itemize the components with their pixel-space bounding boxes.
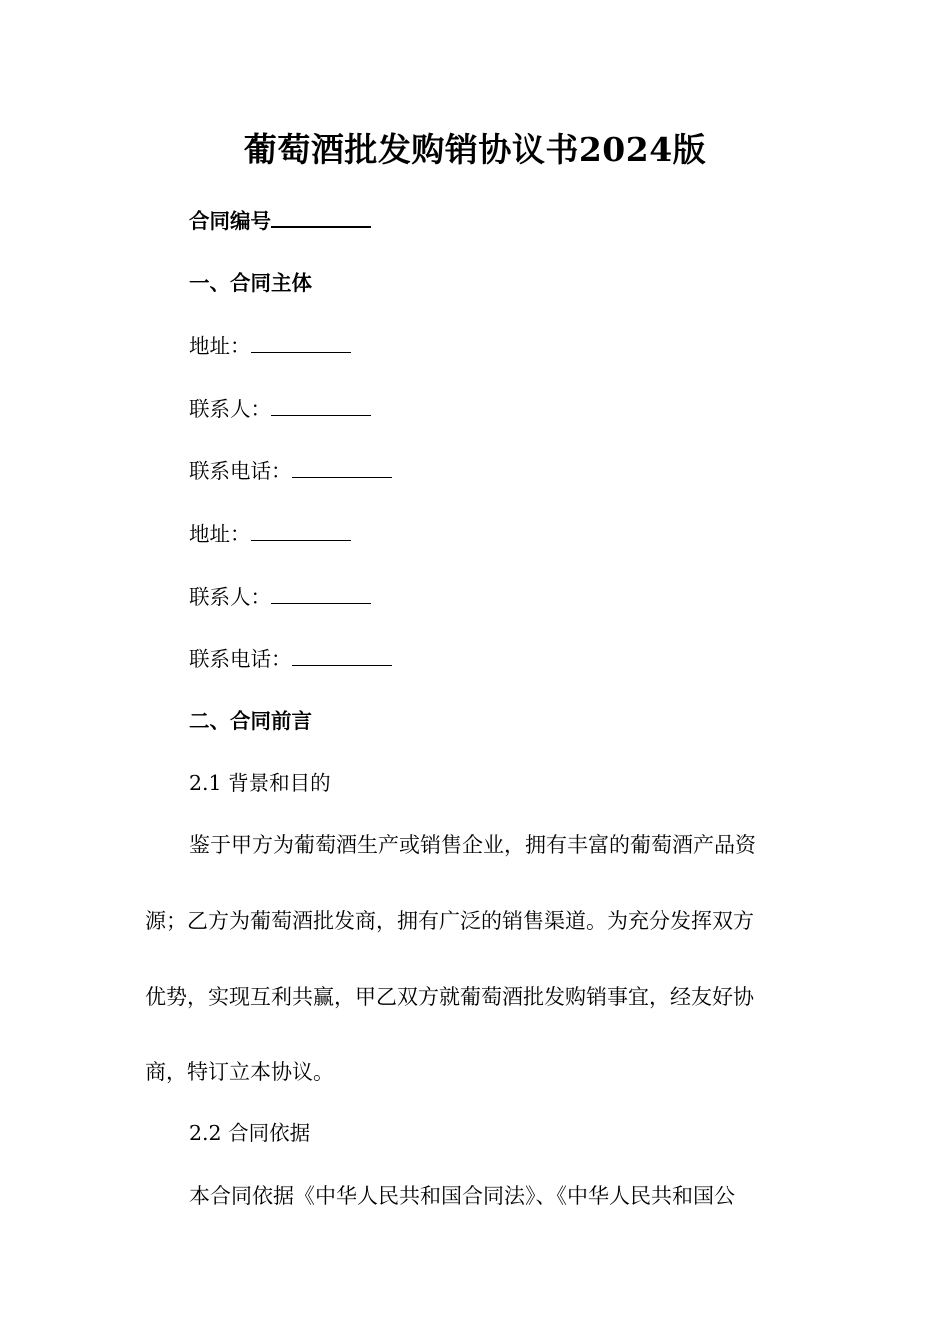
address-label: 地址：: [189, 334, 251, 358]
phone-line-2: [189, 644, 392, 674]
address-line-2: [189, 519, 351, 549]
document-title: 葡萄酒批发购销协议书2024版: [243, 130, 707, 169]
contact-label: 联系人：: [189, 397, 271, 421]
contract-number-label: 合同编号: [189, 209, 271, 233]
phone-label: 联系电话：: [189, 647, 292, 671]
subsection-2-2-heading: 2.2 合同依据: [189, 1121, 311, 1145]
phone-blank[interactable]: [292, 645, 392, 666]
contract-number-blank[interactable]: [271, 206, 371, 228]
paragraph-2-1-line-4: 商，特订立本协议。: [145, 1060, 334, 1084]
address-line-1: [189, 331, 351, 361]
address-blank[interactable]: [251, 332, 351, 353]
contact-line-2: [189, 582, 371, 612]
paragraph-2-1-line-2: 源；乙方为葡萄酒批发商，拥有广泛的销售渠道。为充分发挥双方: [145, 909, 754, 933]
contract-number-line: [189, 206, 371, 236]
paragraph-2-2-line-1: 本合同依据《中华人民共和国合同法》、《中华人民共和国公: [189, 1184, 735, 1208]
subsection-2-1-heading: 2.1 背景和目的: [189, 771, 331, 795]
contact-line-1: [189, 394, 371, 424]
phone-label: 联系电话：: [189, 459, 292, 483]
contact-blank[interactable]: [271, 583, 371, 604]
section1-heading: 一、合同主体: [189, 271, 312, 295]
address-label: 地址：: [189, 522, 251, 546]
paragraph-2-1-line-1: 鉴于甲方为葡萄酒生产或销售企业，拥有丰富的葡萄酒产品资: [189, 833, 756, 857]
phone-blank[interactable]: [292, 457, 392, 478]
contact-blank[interactable]: [271, 395, 371, 416]
contact-label: 联系人：: [189, 585, 271, 609]
section2-heading: 二、合同前言: [189, 709, 312, 733]
phone-line-1: [189, 456, 392, 486]
address-blank[interactable]: [251, 520, 351, 541]
paragraph-2-1-line-3: 优势，实现互利共赢，甲乙双方就葡萄酒批发购销事宜，经友好协: [145, 985, 754, 1009]
